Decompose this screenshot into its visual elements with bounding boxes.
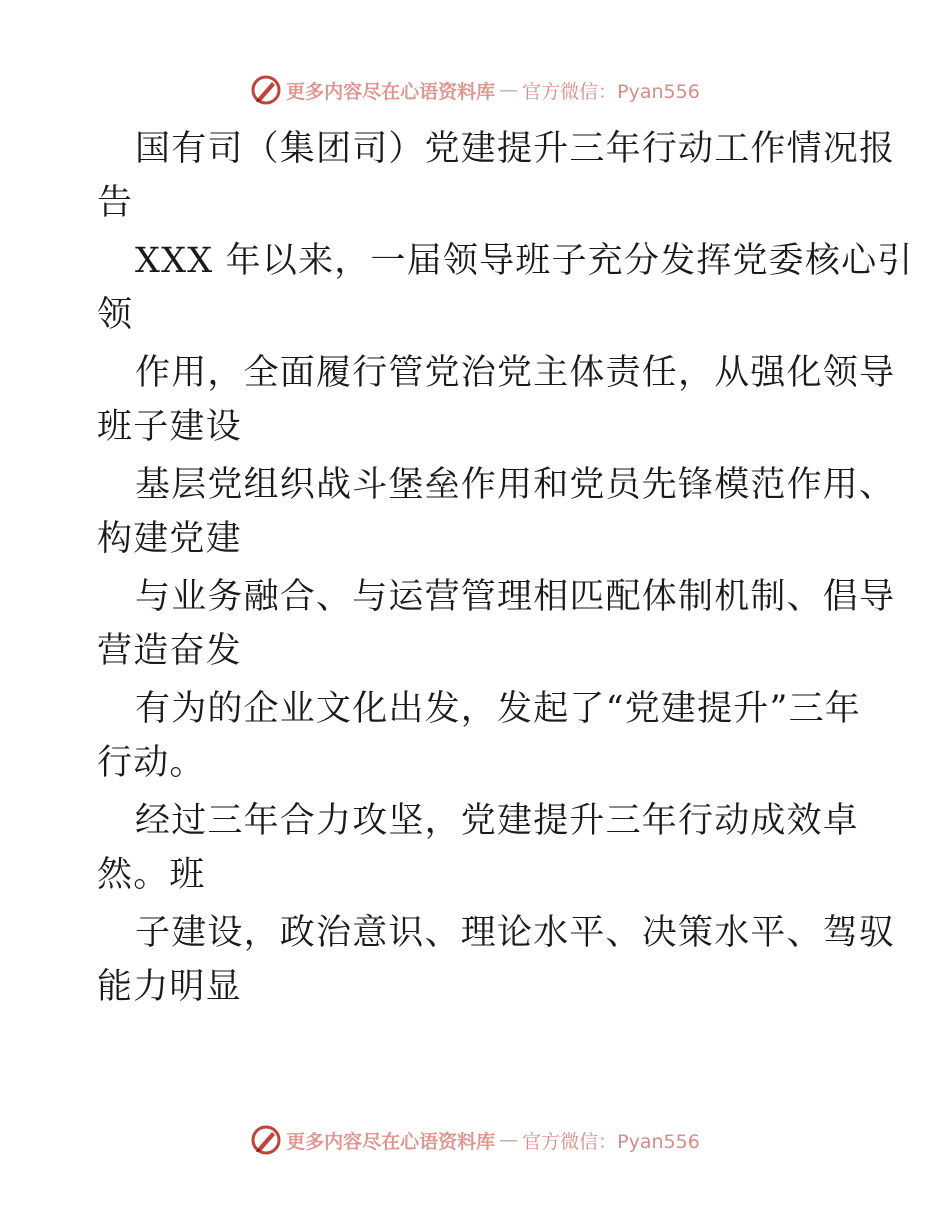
paragraph-line: XXX 年以来，一届领导班子充分发挥党委核心引 [135, 241, 914, 281]
watermark-wechat-text: 官方微信：Pyan556 [522, 80, 700, 103]
paragraph [97, 682, 861, 790]
paragraph [97, 570, 896, 678]
paragraph-line: 然。班 [97, 855, 206, 895]
paragraph-line: 与业务融合、与运营管理相匹配体制机制、倡导 [135, 577, 896, 617]
pen-logo-icon [250, 1124, 282, 1156]
paragraph-line: 告 [97, 183, 134, 223]
paragraph-line: 能力明显 [97, 967, 242, 1007]
paragraph-line: 班子建设 [97, 407, 242, 447]
paragraph [97, 122, 896, 230]
pen-logo-icon [250, 74, 282, 106]
paragraph-line: 基层党组织战斗堡垒作用和党员先锋模范作用、 [135, 465, 896, 505]
watermark-wechat-text: 官方微信：Pyan556 [522, 1130, 700, 1153]
watermark-site-text: 更多内容尽在心语资料库 [286, 80, 496, 103]
paragraph-line: 子建设，政治意识、理论水平、决策水平、驾驭 [135, 913, 896, 953]
paragraph-line: 作用，全面履行管党治党主体责任，从强化领导 [135, 353, 896, 393]
paragraph-line: 行动。 [97, 743, 206, 783]
paragraph-line: 国有司（集团司）党建提升三年行动工作情况报 [135, 129, 896, 169]
paragraph-line: 经过三年合力攻坚，党建提升三年行动成效卓 [135, 801, 860, 841]
watermark-site-text: 更多内容尽在心语资料库 [286, 1130, 496, 1153]
document-body [97, 122, 914, 1018]
header-watermark [0, 70, 950, 110]
paragraph-line: 营造奋发 [97, 631, 242, 671]
watermark-separator: — [499, 1129, 519, 1151]
footer-watermark [0, 1120, 950, 1160]
paragraph [97, 906, 896, 1014]
paragraph [97, 234, 914, 342]
paragraph-line: 有为的企业文化出发，发起了“党建提升”三年 [135, 689, 861, 729]
paragraph [97, 794, 860, 902]
paragraph [97, 346, 896, 454]
watermark-separator: — [499, 79, 519, 101]
paragraph-line: 领 [97, 295, 134, 335]
paragraph [97, 458, 896, 566]
paragraph-line: 构建党建 [97, 519, 242, 559]
